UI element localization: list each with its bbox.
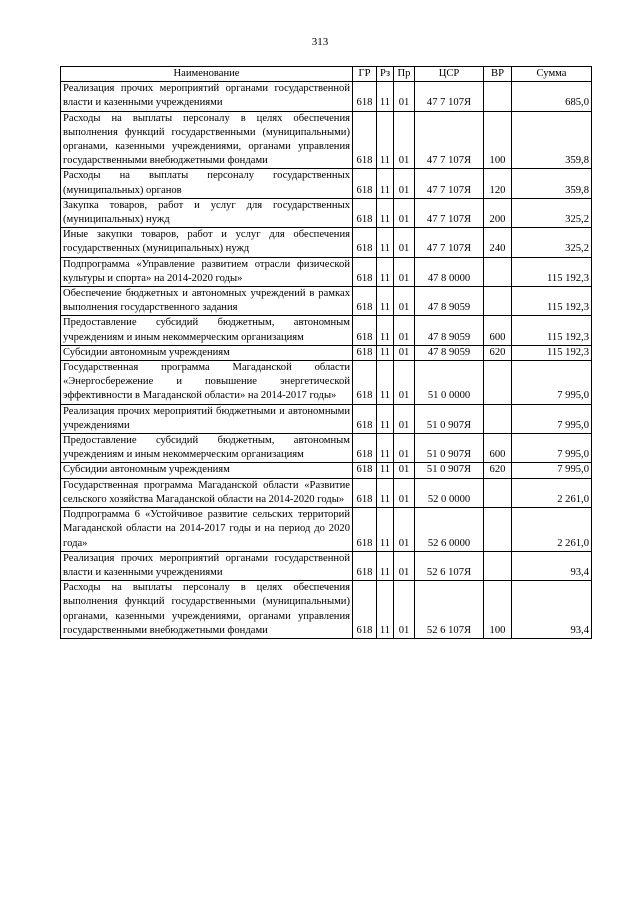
row-rz: 11 (377, 345, 394, 360)
row-gr: 618 (353, 257, 377, 286)
row-csr: 51 0 907Я (415, 404, 484, 433)
row-csr: 47 8 9059 (415, 316, 484, 345)
row-csr: 52 6 0000 (415, 508, 484, 552)
row-sum: 325,2 (512, 228, 592, 257)
row-gr: 618 (353, 198, 377, 227)
row-pr: 01 (394, 551, 415, 580)
header-gr: ГР (353, 67, 377, 82)
row-name: Субсидии автономным учреждениям (61, 463, 353, 478)
row-pr: 01 (394, 169, 415, 198)
row-csr: 47 7 107Я (415, 169, 484, 198)
row-sum: 93,4 (512, 581, 592, 639)
table-row (61, 287, 592, 316)
row-vr: 620 (484, 345, 512, 360)
row-sum: 325,2 (512, 198, 592, 227)
row-gr: 618 (353, 404, 377, 433)
row-csr: 52 6 107Я (415, 581, 484, 639)
row-gr: 618 (353, 478, 377, 507)
row-vr (484, 82, 512, 111)
row-pr: 01 (394, 316, 415, 345)
row-gr: 618 (353, 361, 377, 405)
row-vr (484, 361, 512, 405)
row-gr: 618 (353, 82, 377, 111)
row-rz: 11 (377, 508, 394, 552)
row-vr: 200 (484, 198, 512, 227)
row-name: Закупка товаров, работ и услуг для государственных (муниципальных) нужд (61, 198, 353, 227)
table-row (61, 345, 592, 360)
header-name: Наименование (61, 67, 353, 82)
row-pr: 01 (394, 198, 415, 227)
row-pr: 01 (394, 581, 415, 639)
table-row (61, 434, 592, 463)
row-name: Подпрограмма «Управление развитием отрасли физической культуры и спорта» на 2014-2020 годы» (61, 257, 353, 286)
row-pr: 01 (394, 478, 415, 507)
row-sum: 7 995,0 (512, 361, 592, 405)
row-name: Расходы на выплаты персоналу государственных (муниципальных) органов (61, 169, 353, 198)
row-sum: 2 261,0 (512, 478, 592, 507)
row-gr: 618 (353, 551, 377, 580)
budget-table (60, 66, 592, 639)
row-sum: 7 995,0 (512, 404, 592, 433)
row-gr: 618 (353, 463, 377, 478)
table-row (61, 111, 592, 169)
row-vr: 100 (484, 581, 512, 639)
row-name: Предоставление субсидий бюджетным, автономным учреждениям и иным некоммерческим организациям (61, 434, 353, 463)
row-csr: 47 7 107Я (415, 111, 484, 169)
row-rz: 11 (377, 228, 394, 257)
row-vr (484, 478, 512, 507)
row-csr: 47 7 107Я (415, 82, 484, 111)
row-rz: 11 (377, 463, 394, 478)
table-row (61, 478, 592, 507)
row-sum: 115 192,3 (512, 316, 592, 345)
row-vr: 600 (484, 434, 512, 463)
row-pr: 01 (394, 463, 415, 478)
row-gr: 618 (353, 169, 377, 198)
page-number: 313 (311, 36, 329, 48)
row-vr (484, 257, 512, 286)
row-gr: 618 (353, 434, 377, 463)
row-csr: 51 0 907Я (415, 434, 484, 463)
row-rz: 11 (377, 361, 394, 405)
row-name: Субсидии автономным учреждениям (61, 345, 353, 360)
row-vr (484, 508, 512, 552)
row-rz: 11 (377, 257, 394, 286)
row-sum: 93,4 (512, 551, 592, 580)
row-vr (484, 551, 512, 580)
row-sum: 7 995,0 (512, 463, 592, 478)
row-sum: 115 192,3 (512, 287, 592, 316)
row-name: Государственная программа Магаданской области «Энергосбережение и повышение энергетической эффективности в Магаданской области» на 2014-2017 годы» (61, 361, 353, 405)
row-rz: 11 (377, 169, 394, 198)
row-sum: 359,8 (512, 169, 592, 198)
row-csr: 52 6 107Я (415, 551, 484, 580)
row-name: Предоставление субсидий бюджетным, автономным учреждениям и иным некоммерческим организациям (61, 316, 353, 345)
row-csr: 47 7 107Я (415, 198, 484, 227)
row-pr: 01 (394, 287, 415, 316)
row-name: Иные закупки товаров, работ и услуг для обеспечения государственных (муниципальных) нужд (61, 228, 353, 257)
row-gr: 618 (353, 581, 377, 639)
row-name: Расходы на выплаты персоналу в целях обеспечения выполнения функций государственными (муниципальными) органами, казенными учреждениями, органами управления государственными внебюджетными фондами (61, 581, 353, 639)
table-row (61, 198, 592, 227)
row-csr: 47 8 9059 (415, 345, 484, 360)
row-csr: 51 0 907Я (415, 463, 484, 478)
row-gr: 618 (353, 345, 377, 360)
header-csr: ЦСР (415, 67, 484, 82)
row-vr: 620 (484, 463, 512, 478)
row-gr: 618 (353, 287, 377, 316)
row-sum: 685,0 (512, 82, 592, 111)
row-vr: 120 (484, 169, 512, 198)
row-name: Расходы на выплаты персоналу в целях обеспечения выполнения функций государственными (муниципальными) органами, казенными учреждениями, органами управления государственными внебюджетными фондами (61, 111, 353, 169)
header-sum: Сумма (512, 67, 592, 82)
row-sum: 115 192,3 (512, 257, 592, 286)
header-vr: ВР (484, 67, 512, 82)
table-row (61, 257, 592, 286)
row-csr: 47 7 107Я (415, 228, 484, 257)
row-rz: 11 (377, 198, 394, 227)
row-name: Реализация прочих мероприятий органами государственной власти и казенными учреждениями (61, 551, 353, 580)
row-rz: 11 (377, 581, 394, 639)
table-row (61, 169, 592, 198)
table-row (61, 228, 592, 257)
row-name: Реализация прочих мероприятий органами государственной власти и казенными учреждениями (61, 82, 353, 111)
row-name: Подпрограмма 6 «Устойчивое развитие сельских территорий Магаданской области на 2014-2017 годы и на период до 2020 года» (61, 508, 353, 552)
table-body (61, 82, 592, 639)
row-sum: 359,8 (512, 111, 592, 169)
table-row (61, 463, 592, 478)
table-row (61, 361, 592, 405)
row-pr: 01 (394, 82, 415, 111)
table-header-row (61, 67, 592, 82)
row-rz: 11 (377, 551, 394, 580)
row-name: Реализация прочих мероприятий бюджетными и автономными учреждениями (61, 404, 353, 433)
row-rz: 11 (377, 434, 394, 463)
row-gr: 618 (353, 508, 377, 552)
row-rz: 11 (377, 478, 394, 507)
row-csr: 47 8 0000 (415, 257, 484, 286)
row-vr (484, 404, 512, 433)
row-name: Государственная программа Магаданской области «Развитие сельского хозяйства Магаданской области на 2014-2020 годы» (61, 478, 353, 507)
row-rz: 11 (377, 316, 394, 345)
row-csr: 52 0 0000 (415, 478, 484, 507)
row-name: Обеспечение бюджетных и автономных учреждений в рамках выполнения государственного задания (61, 287, 353, 316)
table-row (61, 581, 592, 639)
row-pr: 01 (394, 361, 415, 405)
table-row (61, 508, 592, 552)
table-row (61, 404, 592, 433)
row-rz: 11 (377, 287, 394, 316)
table-row (61, 316, 592, 345)
row-sum: 7 995,0 (512, 434, 592, 463)
row-vr (484, 287, 512, 316)
row-gr: 618 (353, 228, 377, 257)
row-pr: 01 (394, 228, 415, 257)
row-csr: 47 8 9059 (415, 287, 484, 316)
row-vr: 240 (484, 228, 512, 257)
row-rz: 11 (377, 404, 394, 433)
row-rz: 11 (377, 111, 394, 169)
row-pr: 01 (394, 345, 415, 360)
row-gr: 618 (353, 111, 377, 169)
row-pr: 01 (394, 404, 415, 433)
row-csr: 51 0 0000 (415, 361, 484, 405)
row-vr: 600 (484, 316, 512, 345)
row-pr: 01 (394, 508, 415, 552)
header-rz: Рз (377, 67, 394, 82)
row-pr: 01 (394, 257, 415, 286)
table-row (61, 551, 592, 580)
row-gr: 618 (353, 316, 377, 345)
header-pr: Пр (394, 67, 415, 82)
row-rz: 11 (377, 82, 394, 111)
table-row (61, 82, 592, 111)
row-vr: 100 (484, 111, 512, 169)
row-pr: 01 (394, 434, 415, 463)
row-sum: 2 261,0 (512, 508, 592, 552)
row-pr: 01 (394, 111, 415, 169)
row-sum: 115 192,3 (512, 345, 592, 360)
